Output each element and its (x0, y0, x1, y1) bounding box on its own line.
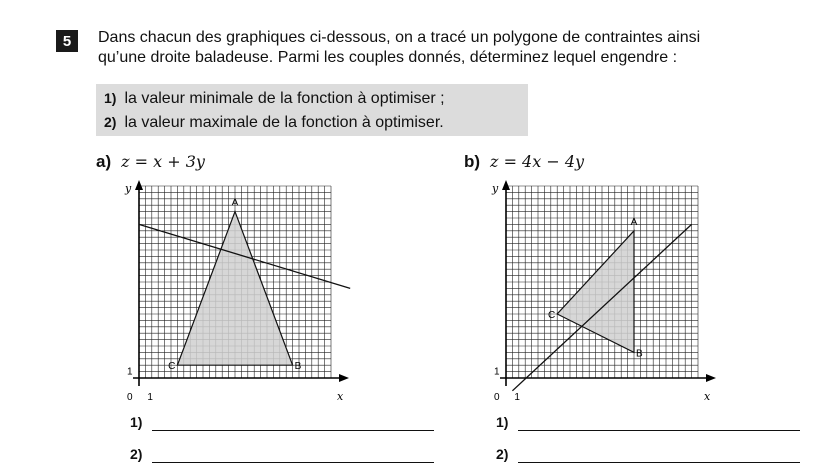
graph-b-label: b) (464, 152, 481, 171)
graph-b-equation: z = 4x − 4y (490, 152, 585, 171)
answer-a-1-label: 1) (130, 414, 143, 430)
y-tick-1: 1 (127, 366, 133, 378)
answer-b-2-line[interactable] (518, 462, 800, 463)
task-number: 1) (104, 90, 117, 106)
task-text: la valeur maximale de la fonction à optimiser. (124, 114, 444, 131)
x-axis-arrow (339, 374, 349, 382)
exercise-prompt (98, 28, 798, 68)
task-number: 2) (104, 114, 117, 130)
exercise-number: 5 (56, 30, 78, 52)
vertex-label-c: C (547, 310, 556, 321)
y-axis-arrow (502, 180, 510, 190)
vertex-label-a: A (231, 197, 239, 209)
task-item (104, 110, 444, 134)
y-axis-arrow (135, 180, 143, 190)
task-text: la valeur minimale de la fonction à optimiser ; (124, 90, 445, 107)
graph-b (482, 178, 722, 410)
task-list (96, 84, 528, 136)
origin-label: 0 (494, 392, 500, 403)
prompt-line-2: qu’une droite baladeuse. Parmi les couples donnés, déterminez lequel engendre : (98, 49, 678, 66)
origin-label: 0 (127, 392, 133, 403)
y-axis-label: y (492, 182, 499, 195)
task-item (104, 86, 445, 110)
vertex-label-b: B (636, 348, 643, 360)
answer-a-2-line[interactable] (152, 462, 434, 463)
answer-a-2-label: 2) (130, 446, 143, 462)
graph-b-title (464, 152, 584, 172)
answer-b-2-label: 2) (496, 446, 509, 462)
vertex-label-b: B (294, 361, 302, 373)
graph-a-title (96, 152, 205, 172)
x-tick-1: 1 (514, 392, 520, 403)
answer-b-1-line[interactable] (518, 430, 800, 431)
x-tick-1: 1 (147, 392, 153, 403)
graph-a (115, 178, 355, 410)
x-axis-arrow (706, 374, 716, 382)
answer-a-1-line[interactable] (152, 430, 434, 431)
vertex-label-a: A (630, 216, 638, 228)
x-axis-label: x (704, 390, 711, 403)
y-axis-label: y (125, 182, 132, 195)
answer-b-1-label: 1) (496, 414, 509, 430)
prompt-line-1: Dans chacun des graphiques ci-dessous, on a tracé un polygone de contraintes ainsi (98, 29, 701, 46)
y-tick-1: 1 (494, 366, 500, 378)
x-axis-label: x (337, 390, 344, 403)
graph-a-label: a) (96, 152, 112, 171)
vertex-label-c: C (168, 361, 176, 373)
graph-a-equation: z = x + 3y (121, 152, 205, 171)
